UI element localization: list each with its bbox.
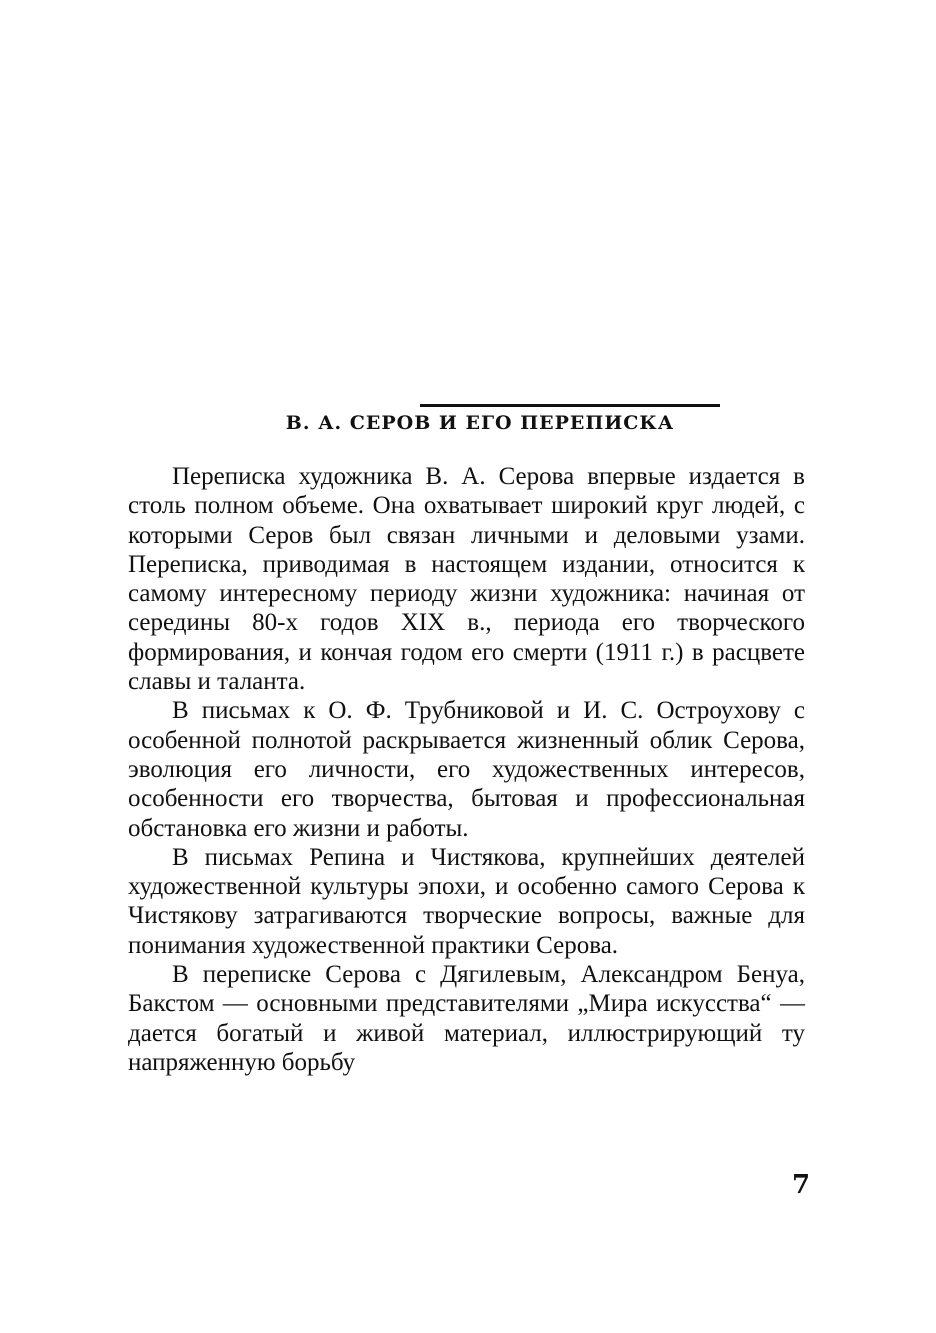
body-text	[128, 462, 805, 1077]
paragraph-2: В письмах к О. Ф. Трубниковой и И. С. Остроухову с особенной полнотой раскрывается жизненный облик Серова, эволюция его личности, его художественных интересов, особенности его творчества, бытовая и профессиональная обстановка его жизни и работы.	[128, 697, 805, 842]
heading-rule	[420, 404, 720, 407]
page-number: 7	[792, 1170, 811, 1200]
paragraph-3: В письмах Репина и Чистякова, крупнейших деятелей художественной культуры эпохи, и особенно самого Серова к Чистякову затрагиваются творческие вопросы, важные для понимания художественной практики Серова.	[128, 843, 805, 959]
paragraph-4: В переписке Серова с Дягилевым, Александром Бенуа, Бакстом — основными представителями „Мира искусства“ — дается богатый и живой материал, иллюстрирующий ту напряженную борьбу	[128, 961, 805, 1076]
paragraph-1: Переписка художника В. А. Серова впервые издается в столь полном объеме. Она охватывает широкий круг людей, с которыми Серов был связан личными и деловыми узами. Переписка, приводимая в настоящем издании, относится к самому интересному периоду жизни художника: начиная от середины 80-х годов XIX в., периода его творческого формирования, и кончая годом его смерти (1911 г.) в расцвете славы и таланта.	[128, 463, 805, 696]
section-heading: В. А. СЕРОВ И ЕГО ПЕРЕПИСКА	[285, 412, 675, 434]
